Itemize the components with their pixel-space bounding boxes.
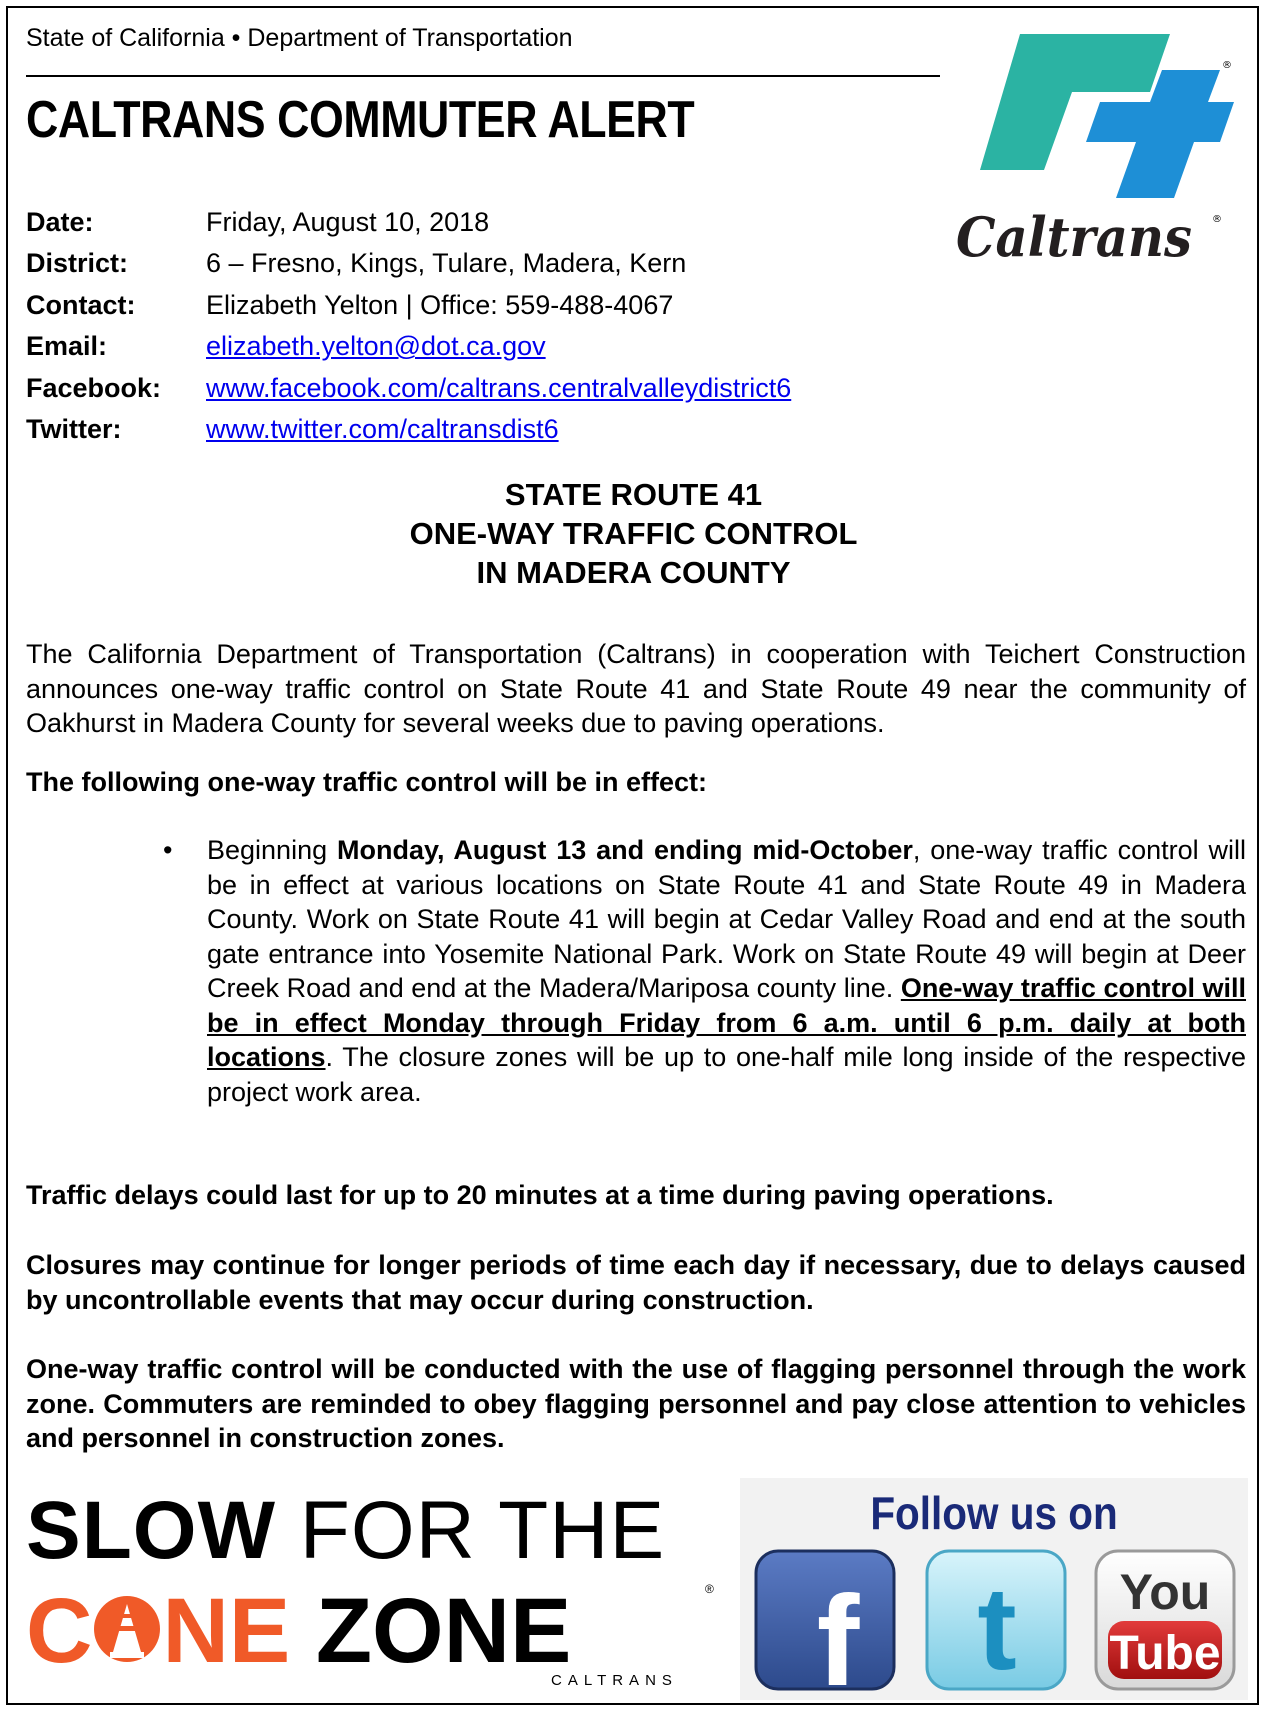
info-label: Facebook:: [26, 372, 162, 403]
follow-us-panel: [740, 1478, 1248, 1700]
twitter-link[interactable]: www.twitter.com/caltransdist6: [206, 414, 559, 445]
headline-line-1: STATE ROUTE 41: [504, 477, 763, 512]
info-row-date: [26, 202, 791, 243]
intro-paragraph: The California Department of Transportation (Caltrans) in cooperation with Teichert Construction announces one-way traffic control on State Route 41 and State Route 49 near the community of Oakhurst in Madera County for several weeks due to paving operations.: [26, 639, 1246, 738]
info-value: 6 – Fresno, Kings, Tulare, Madera, Kern: [206, 248, 687, 279]
cone-zone-for-the: FOR THE: [275, 1485, 666, 1576]
caltrans-wordmark-reg: ®: [1212, 214, 1222, 225]
following-heading: The following one-way traffic control will be in effect:: [26, 767, 708, 797]
alert-title: CALTRANS COMMUTER ALERT: [26, 91, 695, 149]
twitter-icon[interactable]: [923, 1547, 1069, 1693]
bullet-dot-icon: •: [163, 835, 173, 865]
headline-line-3: IN MADERA COUNTY: [476, 555, 791, 590]
follow-us-title: Follow us on: [870, 1487, 1118, 1539]
bullet-schedule: One-way traffic control will be in effect Monday through Friday from 6 a.m. until 6 p.m. daily at both locations: [207, 973, 1246, 1072]
info-label: Email:: [26, 331, 108, 362]
info-label: Date:: [26, 207, 94, 237]
cone-zone-c: C: [26, 1580, 93, 1682]
youtube-tube: Tube: [1109, 1627, 1221, 1680]
cone-zone-ne: NE: [162, 1580, 291, 1682]
caltrans-logo-reg: ®: [1222, 60, 1232, 71]
info-row-district: [26, 243, 791, 284]
bullet-dates: Monday, August 13 and ending mid-October: [336, 835, 913, 865]
cone-zone-line: [26, 1580, 572, 1682]
header-rule: [26, 75, 940, 77]
info-row-facebook: [26, 368, 791, 409]
traffic-cone-icon: [92, 1592, 162, 1666]
info-row-email: [26, 326, 791, 367]
email-link[interactable]: elizabeth.yelton@dot.ca.gov: [206, 331, 546, 362]
info-label: Twitter:: [26, 414, 122, 445]
contact-info: [26, 202, 791, 450]
cone-zone-brand: CALTRANS: [551, 1672, 678, 1689]
headline: [0, 475, 1267, 592]
caltrans-wordmark: Caltrans: [956, 205, 1192, 269]
cone-zone-slow-line: [26, 1485, 666, 1576]
info-label: Contact:: [26, 289, 136, 320]
cone-zone-zone: ZONE: [290, 1580, 572, 1682]
bullet-suffix: . The closure zones will be up to one-half mile long inside of the respective project work area.: [207, 1042, 1246, 1107]
info-value: Friday, August 10, 2018: [206, 207, 490, 237]
youtube-you: You: [1119, 1564, 1211, 1620]
delays-paragraph: Traffic delays could last for up to 20 minutes at a time during paving operations.: [26, 1180, 1054, 1210]
caltrans-logo: [950, 20, 1240, 270]
info-label: District:: [26, 248, 129, 279]
flagging-paragraph: One-way traffic control will be conducted with the use of flagging personnel through the work zone. Commuters are reminded to obey flagging personnel and pay close attention to vehicles and personnel in construction zones.: [26, 1354, 1246, 1453]
twitter-letter: t: [977, 1563, 1017, 1693]
facebook-letter: f: [816, 1570, 860, 1693]
cone-zone-reg: ®: [705, 1582, 714, 1596]
info-value: Elizabeth Yelton | Office: 559-488-4067: [206, 289, 674, 320]
facebook-link[interactable]: www.facebook.com/caltrans.centralvalleydistrict6: [206, 372, 792, 403]
youtube-icon[interactable]: [1092, 1547, 1238, 1693]
bullet-item: [163, 833, 1246, 1109]
cone-zone-slow: SLOW: [26, 1485, 276, 1576]
bullet-prefix: Beginning: [207, 835, 337, 865]
facebook-icon[interactable]: [752, 1547, 898, 1693]
agency-line: State of California • Department of Transportation: [26, 24, 573, 52]
info-row-twitter: [26, 409, 791, 450]
headline-line-2: ONE-WAY TRAFFIC CONTROL: [409, 516, 858, 551]
closures-paragraph: Closures may continue for longer periods of time each day if necessary, due to delays caused by uncontrollable events that may occur during construction.: [26, 1250, 1246, 1315]
bullet-middle: , one-way traffic control will be in effect at various locations on State Route 41 and State Route 49 in Madera County. Work on State Route 41 will begin at Cedar Valley Road and end at the south gate entrance into Yosemite National Park. Work on State Route 49 will begin at Deer Creek Road and end at the Madera/Mariposa county line.: [207, 835, 1246, 1003]
info-row-contact: [26, 285, 791, 326]
bullet-text: [207, 833, 1246, 1109]
